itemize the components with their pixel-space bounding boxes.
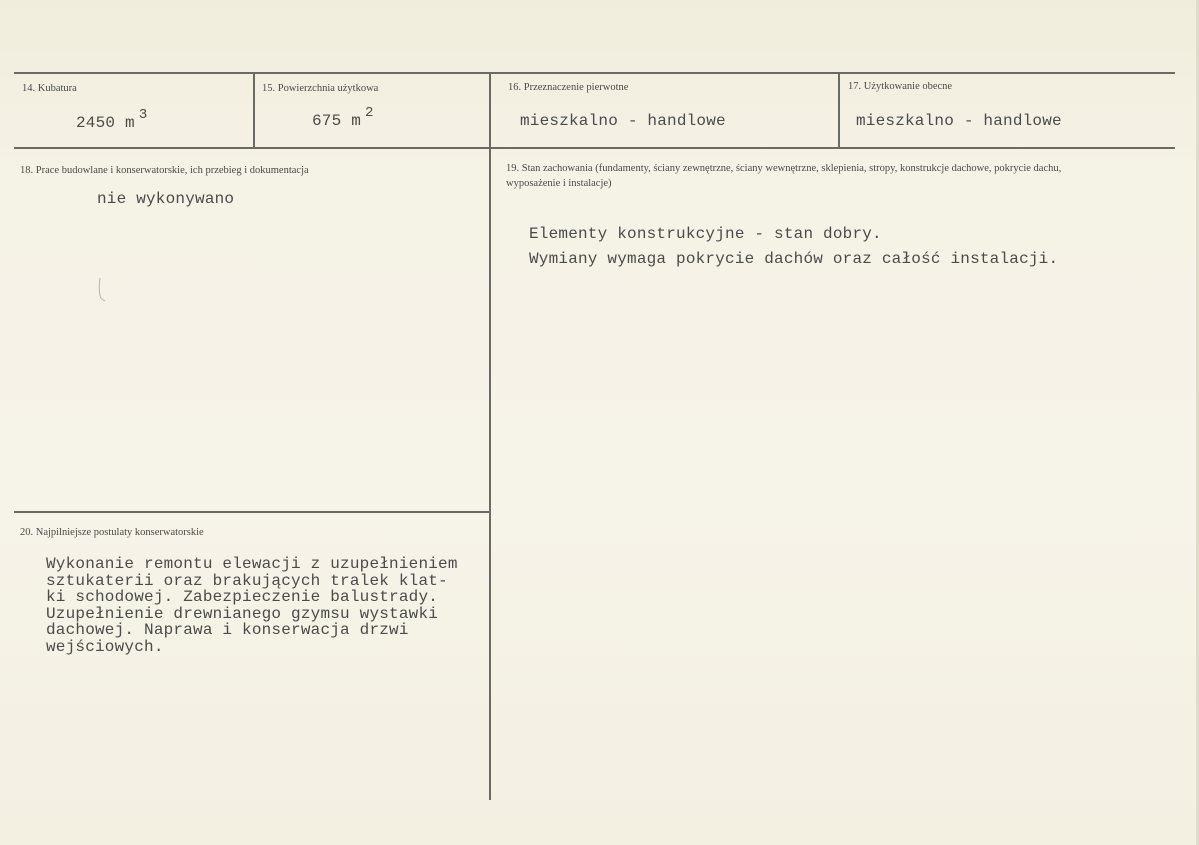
field-19-value: Elementy konstrukcyjne - stan dobry. Wymiany wymaga pokrycie dachów oraz całość instalacji. xyxy=(529,225,1059,268)
field-14-exponent: 3 xyxy=(138,107,148,123)
field-19-label: 19. Stan zachowania (fundamenty, ściany zewnętrzne, ściany wewnętrzne, sklepienia, stropy, konstrukcje dachowe, pokrycie dachu, wyposażenie i instalacje) xyxy=(506,163,1062,189)
field-15-number: 675 m xyxy=(312,112,362,130)
field-17-label: 17. Użytkowanie obecne xyxy=(848,81,953,92)
top-rule xyxy=(14,72,1175,74)
field-17-value: mieszkalno - handlowe xyxy=(856,112,1062,130)
field-16-value: mieszkalno - handlowe xyxy=(520,112,726,130)
field-15-exponent: 2 xyxy=(365,105,374,121)
divider-main xyxy=(489,74,491,800)
field20-top-rule xyxy=(14,511,490,513)
field-15-value xyxy=(312,105,374,130)
row1-bottom-rule xyxy=(14,147,1175,149)
field-14-label: 14. Kubatura xyxy=(22,83,77,94)
field-16-label: 16. Przeznaczenie pierwotne xyxy=(508,82,629,93)
field-18-label: 18. Prace budowlane i konserwatorskie, ich przebieg i dokumentacja xyxy=(20,165,309,176)
field-20-value: Wykonanie remontu elewacji z uzupełnieniem sztukaterii oraz brakujących tralek klat- ki schodowej. Zabezpieczenie balustrady. Uzupełnienie drewnianego gzymsu wystawki dachowej. Naprawa i konserwacja drzwi wejściowych. xyxy=(46,555,458,656)
field-14-number: 2450 m xyxy=(76,114,135,132)
pencil-mark xyxy=(96,276,106,302)
divider-16-17 xyxy=(838,74,840,148)
field-18-value: nie wykonywano xyxy=(97,190,235,208)
divider-14-15 xyxy=(253,74,255,148)
field-14-value xyxy=(76,107,148,132)
field-20-label: 20. Najpilniejsze postulaty konserwatorskie xyxy=(20,527,204,538)
field-15-label: 15. Powierzchnia użytkowa xyxy=(262,83,379,94)
